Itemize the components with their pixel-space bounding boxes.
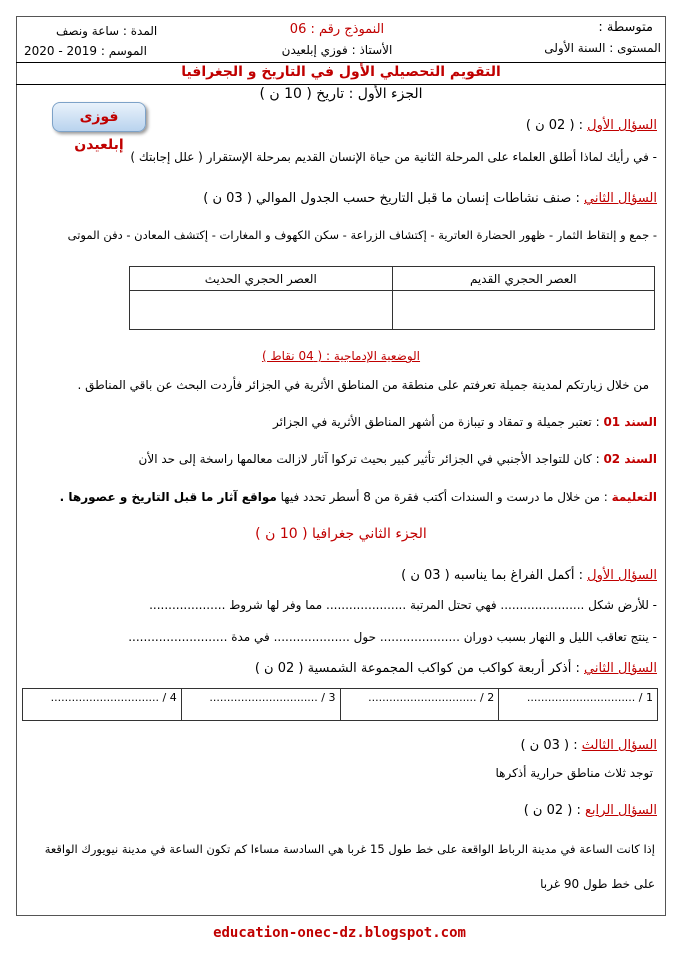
history-activities: - جمع و إلتقاط الثمار - ظهور الحضارة العاترية - إكتشاف الزراعة - سكن الكهوف و المغارات - إكتشف المعادن - دفن الموتى	[67, 228, 657, 242]
history-q2-text: : صنف نشاطات إنسان ما قبل التاريخ حسب الجدول الموالي ( 03 ن )	[203, 191, 580, 206]
geo-q3	[520, 738, 657, 753]
source-2-label: السند 02	[603, 452, 657, 466]
instruction-label: التعليمة	[611, 490, 657, 504]
geo-q1-line1: - للأرض شكل ...................... فهي تحتل المرتبة ..................... مما وفر لها شروط ....................	[149, 598, 657, 612]
cell-new-stone-age[interactable]	[130, 291, 393, 330]
history-part-title: الجزء الأول : تاريخ ( 10 ن )	[259, 86, 423, 102]
geo-q4	[524, 803, 657, 818]
col-old-stone-age: العصر الحجري القديم	[392, 267, 655, 291]
cell-old-stone-age[interactable]	[392, 291, 655, 330]
planet-cell-3[interactable]: 3 / ...............................	[181, 689, 340, 721]
school-label: متوسطة :	[598, 20, 653, 35]
teacher-name: الأستاذ : فوزي إبلعيدن	[281, 43, 393, 57]
integration-title: الوضعية الإدماجية : ( 04 نقاط )	[261, 349, 421, 363]
geo-q4-points: : ( 02 ن )	[523, 803, 581, 818]
source-2	[139, 452, 657, 466]
classification-table	[129, 266, 655, 330]
planet-cell-1[interactable]: 1 / ...............................	[499, 689, 658, 721]
header-divider	[16, 62, 666, 63]
geo-q3-label: السؤال الثالث	[581, 738, 657, 753]
geo-q4-label: السؤال الرابع	[585, 803, 657, 818]
duration-label: المدة : ساعة ونصف	[56, 24, 158, 38]
planet-cell-2[interactable]: 2 / ...............................	[340, 689, 499, 721]
history-q1-label: السؤال الأول	[587, 118, 657, 133]
col-new-stone-age: العصر الحجري الحديث	[130, 267, 393, 291]
source-1	[273, 415, 657, 429]
planet-cell-4[interactable]: 4 / ...............................	[23, 689, 182, 721]
title-divider	[16, 84, 666, 85]
planets-table	[22, 688, 658, 721]
geo-q1	[401, 568, 657, 583]
history-q1-text: - في رأيك لماذا أطلق العلماء على المرحلة الثانية من حياة الإنسان القديم بمرحلة الإستقرار ( علل إجابتك )	[130, 150, 657, 164]
geo-q2-label: السؤال الثاني	[584, 661, 657, 676]
geo-q1-text: : أكمل الفراغ بما يناسبه ( 03 ن )	[401, 568, 584, 583]
integration-intro: من خلال زيارتكم لمدينة جميلة تعرفتم على منطقة من المناطق الأثرية في الجزائر فأردت البحث عن باقي المناطق .	[77, 378, 649, 392]
footer-url: education-onec-dz.blogspot.com	[213, 925, 466, 941]
geo-q3-points: : ( 03 ن )	[520, 738, 578, 753]
geo-q2	[255, 661, 657, 676]
level-label: المستوى : السنة الأولى	[544, 41, 661, 55]
author-badge: فوزى إبلعيدن	[52, 102, 146, 132]
geo-q2-text: : أذكر أربعة كواكب من كواكب المجموعة الشمسية ( 02 ن )	[254, 661, 580, 676]
instruction-text: : من خلال ما درست و السندات أكتب فقرة من 8 أسطر تحدد فيها	[276, 490, 608, 504]
source-2-text: : كان للتواجد الأجنبي في الجزائر تأثير كبير بحيث تركوا آثار لازالت معالمها راسخة إلى حد الأن	[138, 452, 600, 466]
geo-q4-text-line1: إذا كانت الساعة في مدينة الرباط الواقعة على خط طول 15 غربا هي السادسة مساءا كم تكون الساعة في مدينة نيويورك الواقعة	[44, 842, 655, 856]
source-1-text: : تعتبر جميلة و تمقاد و تيبازة من أشهر المناطق الأثرية في الجزائر	[273, 415, 600, 429]
source-1-label: السند 01	[603, 415, 657, 429]
geo-q4-text-line2: على خط طول 90 غربا	[540, 877, 655, 891]
geo-q1-label: السؤال الأول	[587, 568, 657, 583]
history-q1	[526, 118, 657, 133]
instruction-bold-text: مواقع آثار ما قبل التاريخ و عصورها .	[59, 490, 277, 504]
history-q1-points: : ( 02 ن )	[525, 118, 584, 133]
geography-part-title: الجزء الثاني جغرافيا ( 10 ن )	[255, 526, 427, 542]
exam-title: التقويم التحصيلي الأول في التاريخ و الجغرافيا	[181, 64, 501, 80]
season-label: الموسم : 2019 - 2020	[24, 44, 147, 58]
model-number: النموذج رقم : 06	[289, 22, 385, 37]
history-q2-label: السؤال الثاني	[584, 191, 657, 206]
geo-q1-line2: - ينتج تعاقب الليل و النهار بسبب دوران ..................... حول .................... في مدة ..........................	[128, 630, 657, 644]
history-q2	[203, 191, 657, 206]
geo-q3-text: توجد ثلاث مناطق حرارية أذكرها	[495, 766, 653, 780]
instruction	[60, 490, 657, 504]
